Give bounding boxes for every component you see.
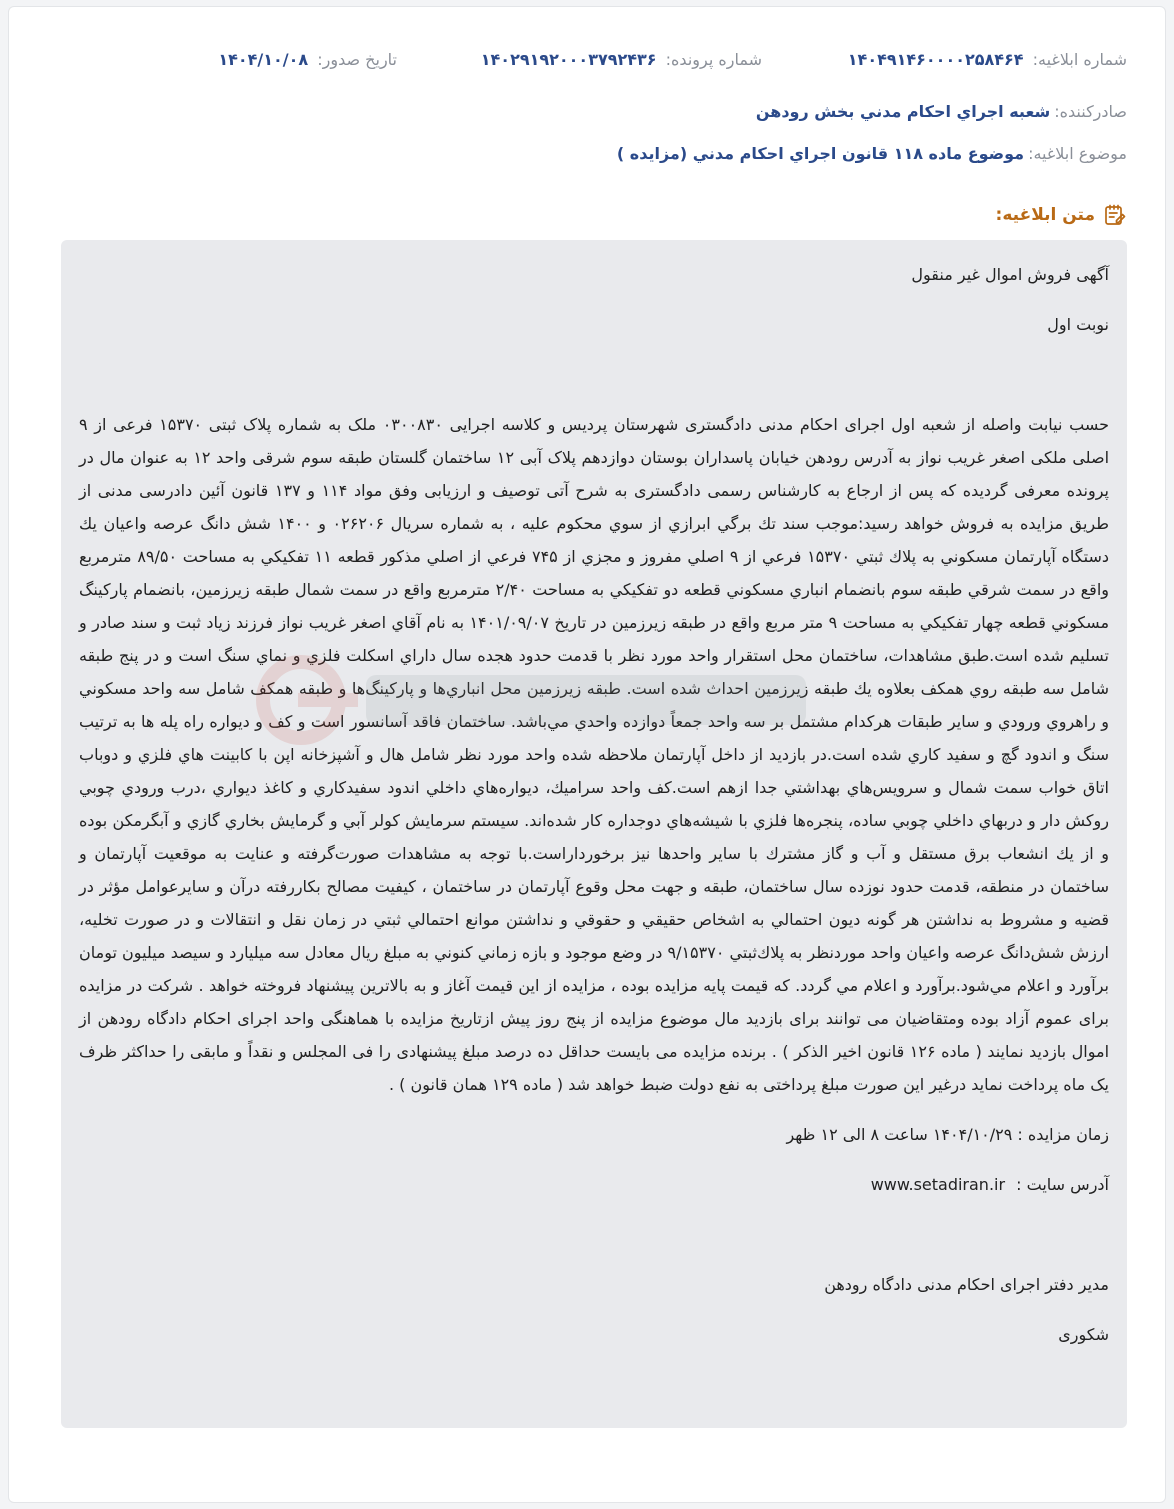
office-manager: مدیر دفتر اجرای احکام مدنی دادگاه رودهن [824, 1275, 1109, 1294]
notice-content [61, 240, 1127, 1428]
issue-date [218, 50, 397, 69]
ad-body-text: حسب نیابت واصله از شعبه اول اجرای احکام مدنی دادگستری شهرستان پردیس و کلاسه اجرایی ۰۳۰۰۸۳۰ ملک به شماره پلاک ثبتی ۱۵۳۷۰ فرعی از ۹ اصلی ملکی اصغر غریب نواز به آدرس رودهن خیابان پاسداران بوستان دوازدهم پلاک آبی ۱۲ ساختمان گلستان طبقه سوم شرقی واحد ۱۲ به عنوان مال در پرونده معرفی گردیده که پس از ارجاع به کارشناس رسمی دادگستری به شرح آتی توصیف و ارزیابی وفق مواد ۱۱۴ و ۱۳۷ قانون آئین دادرسی مدنی از طریق مزایده به فروش خواهد رسید:موجب سند تك برگي ابرازي از سوي محكوم عليه ، به شماره سريال ۰۲۶۲۰۶ و ۱۴۰۰ شش دانگ عرصه واعيان يك دستگاه آپارتمان مسكوني به پلاك ثبتي ۱۵۳۷۰ فرعي از ۹ اصلي مفروز و مجزي از ۷۴۵ فرعي از اصلي مذكور قطعه ۱۱ تفكيكي به مساحت ۸۹/۵۰ مترمربع واقع در سمت شرقي طبقه سوم بانضمام انباري مسكوني قطعه دو تفكيكي به مساحت ۲/۴۰ مترمربع واقع در سمت شمال طبقه زيرزمين، بانضمام پاركينگ مسكوني قطعه چهار تفكيكي به مساحت ۹ متر مربع واقع در طبقه زيرزمين در تاريخ ۱۴۰۱/۰۹/۰۷ به نام آقاي اصغر غريب نواز فرزند زياد ثبت و سند صادر و تسليم شده است.طبق مشاهدات، ساختمان محل استقرار واحد مورد نظر با قدمت حدود هجده سال داراي اسكلت فلزي و نماي سنگ است و در پنج طبقه شامل سه طبقه روي همكف بعلاوه يك طبقه زيرزمين احداث شده است. طبقه زيرزمين محل انباري‌ها و پاركينگ‌ها و طبقه همكف شامل سه واحد مسكوني و راهروي ورودي و ساير طبقات هركدام مشتمل بر سه واحد جمعاً دوازده واحدي مي‌باشد. ساختمان فاقد آسانسور است و كف و ديواره راه پله ها به ترتيب سنگ و اندود گچ و سفيد كاري شده است.در بازديد از داخل آپارتمان ملاحظه شده واحد مورد نظر شامل هال و آشپزخانه اپن با كابينت هاي فلزي و دوباب اتاق خواب سمت شمال و سرويس‌هاي بهداشتي جدا ازهم است.كف واحد سراميك، ديواره‌هاي داخلي اندود سفيدكاري و كاغذ ديواري ،درب ورودي چوبي روكش دار و دربهاي داخلي چوبي ساده، پنجره‌ها فلزي با شيشه‌هاي دوجداره كار شده‌اند. سيستم سرمايش كولر آبي و گرمايش بخاري گازي و آبگرمكن بوده و از يك انشعاب برق مستقل و آب و گاز مشترك با ساير واحدها نيز برخورداراست.با توجه به مشاهدات صورت‌گرفته و عنايت به موقعيت آپارتمان و ساختمان در منطقه، قدمت حدود نوزده سال ساختمان، طبقه و جهت محل وقوع آپارتمان در ساختمان ، كيفيت مصالح بكاررفته درآن و سايرعوامل مؤثر در قضيه و مشروط به نداشتن هر گونه ديون احتمالي به اشخاص حقيقي و حقوقي و نداشتن موانع احتمالي ثبتي در زمان نقل و انتقالات و در صورت تخليه، ارزش شش‌دانگ عرصه واعيان واحد موردنظر به پلاك‌ثبتي ۹/۱۵۳۷۰ در وضع موجود و بازه زماني كنوني به مبلغ ريال معادل سه ميليارد و سيصد ميليون تومان برآورد و اعلام مي‌شود.برآورد و اعلام مي گردد. كه قيمت پايه مزايده بوده ، مزايده از اين قيمت آغاز و به بالاترين پيشنهاد فروخته خواهد . شرکت در مزایده برای عموم آزاد بوده ومتقاضیان می توانند برای بازدید مال موضوع مزایده از پنج روز پیش ازتاریخ مزایده با هماهنگی واحد اجرای احکام دادگاه رودهن از اموال بازدید نمایند ( ماده ۱۲۶ قانون اخیر الذکر ) . برنده مزایده می بایست حداقل ده درصد مبلغ پیشنهادی را فی المجلس و نقداً و مابقی را حداکثر ظرف یک ماه پرداخت نماید درغیر این صورت مبلغ پرداختی به نفع دولت ضبط خواهد شد ( ماده ۱۲۹ همان قانون ) . [79, 415, 1110, 1094]
issue-date-label: تاریخ صدور: [317, 49, 397, 69]
signature-name: شکوری [1058, 1325, 1109, 1344]
notice-text-title: متن ابلاغیه: [995, 205, 1095, 225]
issuer-label: صادرکننده: [1054, 102, 1127, 121]
subject-row [47, 144, 1127, 163]
notice-number [848, 50, 1127, 69]
ad-round: نوبت اول [1047, 315, 1109, 334]
ad-title: آگهی فروش اموال غیر منقول [911, 265, 1109, 284]
subject-label: موضوع ابلاغیه: [1028, 144, 1127, 163]
issuer-row [47, 102, 1127, 121]
notice-number-value: ۱۴۰۴۹۱۴۶۰۰۰۰۲۵۸۴۶۴ [847, 49, 1024, 69]
subject-value: موضوع ماده ۱۱۸ قانون اجراي احكام مدني (مزايده ) [616, 144, 1025, 163]
issue-date-value: ۱۴۰۴/۱۰/۰۸ [218, 49, 309, 69]
issuer-value: شعبه اجراي احكام مدني بخش رودهن [755, 102, 1051, 121]
auction-time: زمان مزایده : ۱۴۰۴/۱۰/۲۹ ساعت ۸ الی ۱۲ ظهر [786, 1125, 1109, 1144]
file-number-value: ۱۴۰۲۹۱۹۲۰۰۰۳۷۹۲۴۳۶ [480, 49, 657, 69]
notice-text-heading [996, 203, 1127, 227]
notice-card [8, 6, 1166, 1503]
site-label: آدرس سایت : [1016, 1175, 1109, 1194]
site-address [79, 1168, 1109, 1201]
note-edit-icon [1103, 203, 1127, 227]
site-url-link[interactable]: www.setadiran.ir [870, 1175, 1006, 1194]
notice-number-label: شماره ابلاغیه: [1032, 49, 1127, 69]
file-number [481, 50, 762, 69]
file-number-label: شماره پرونده: [665, 49, 762, 69]
